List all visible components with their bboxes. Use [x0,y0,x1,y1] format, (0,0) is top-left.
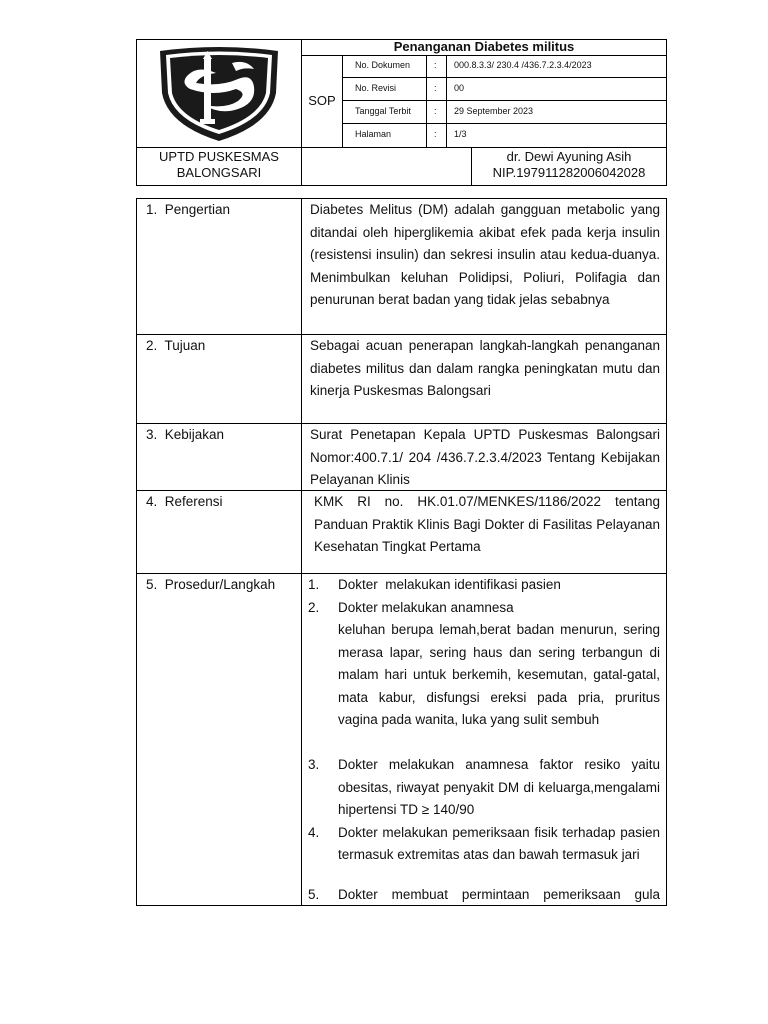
meta-label-halaman: Halaman [355,129,392,139]
unit-name [137,149,301,181]
section-label-referensi: 4. Referensi [146,494,223,509]
section-text-tujuan: Sebagai acuan penerapan langkah-langkah penanganan diabetes militus dan dalam rangka peningkatan mutu dan kinerja Puskesmas Balongsari [310,338,660,398]
procedure-step-text: Dokter membuat permintaan pemeriksaan gula [338,887,660,902]
sop-body-table [136,198,667,906]
procedure-step-text: Dokter melakukan anamnesa [338,599,514,615]
section-text-pengertian: Diabetes Melitus (DM) adalah gangguan metabolic yang ditandai oleh hiperglikemia akibat efek pada kerja insulin (resistensi insulin) dan sekresi insulin atau kedua-duanya. Menimbulkan keluhan Polidipsi, Poliuri, Polifagia dan penurunan berat badan yang tidak jelas sebabnya [310,202,660,307]
procedure-step-number: 4. [308,824,320,840]
signer-name: dr. Dewi Ayuning Asih [506,149,632,164]
meta-label-no-dokumen: No. Dokumen [355,60,411,70]
meta-label-no-revisi: No. Revisi [355,83,397,93]
meta-value-no-revisi: 00 [454,83,465,93]
meta-value-no-dokumen: 000.8.3.3/ 230.4 /436.7.2.3.4/2023 [454,60,592,70]
sop-header [136,39,667,186]
procedure-step-number: 5. [308,887,320,902]
procedure-step-text: Dokter melakukan identifikasi pasien [338,577,561,592]
meta-value-tanggal-terbit: 29 September 2023 [454,106,534,116]
procedure-step-text: keluhan berupa lemah,berat badan menurun, sering merasa lapar, sering haus dan sering terbangun di malam hari untuk berkemih, kesemutan, gatal-gatal, mata kabur, disfungsi ereksi pada pria, pruritus vagina pada wanita, luka yang sulit sembuh [338,622,660,727]
procedure-step-text: Dokter melakukan anamnesa faktor resiko yaitu obesitas, riwayat penyakit DM di keluarga,mengalami hipertensi TD ≥ 140/90 [338,757,660,817]
meta-sep: : [434,129,437,139]
procedure-step-number: 1. [308,577,320,592]
meta-value-halaman: 1/3 [454,129,467,139]
section-text-kebijakan: Surat Penetapan Kepala UPTD Puskesmas Balongsari Nomor:400.7.1/ 204 /436.7.2.3.4/2023 Tentang Kebijakan Pelayanan Klinis [310,427,660,487]
procedure-step-number: 2. [308,599,320,615]
meta-sep: : [434,106,437,116]
surabaya-emblem-logo [150,43,288,143]
signer-nip: NIP.197911282006042028 [492,165,646,180]
sop-label: SOP [308,93,336,108]
section-label-tujuan: 2. Tujuan [146,338,206,353]
section-label-pengertian: 1. Pengertian [146,202,231,217]
procedure-step-text: Dokter melakukan pemeriksaan fisik terhadap pasien termasuk extremitas atas dan bawah termasuk jari [338,824,660,862]
document-title: Penanganan Diabetes militus [393,39,575,54]
signer-block [472,149,666,181]
section-text-referensi: KMK RI no. HK.01.07/MENKES/1186/2022 tentang Panduan Praktik Klinis Bagi Dokter di Fasilitas Pelayanan Kesehatan Tingkat Pertama [314,494,660,554]
section-label-prosedur: 5. Prosedur/Langkah [146,577,276,592]
section-label-kebijakan: 3. Kebijakan [146,427,225,442]
procedure-step-number: 3. [308,757,320,772]
unit-name-line2: BALONGSARI [176,165,262,180]
procedure-list [308,574,660,904]
meta-sep: : [434,60,437,70]
meta-sep: : [434,83,437,93]
meta-label-tanggal-terbit: Tanggal Terbit [355,106,411,116]
unit-name-line1: UPTD PUSKESMAS [159,149,279,164]
